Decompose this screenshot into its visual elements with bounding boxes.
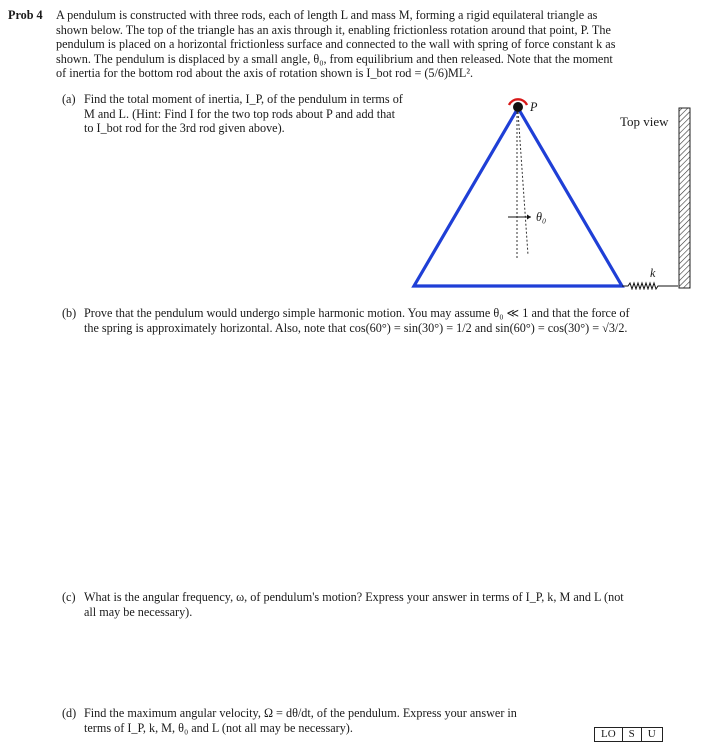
- part-a-label: (a): [62, 92, 76, 106]
- spring: [622, 283, 678, 289]
- part-d-text: [84, 706, 517, 735]
- angle-arrowhead: [527, 215, 531, 220]
- statement-line: pendulum is placed on a horizontal frictionless surface and connected to the wall with spring of force constant k as: [56, 37, 616, 52]
- problem-number: Prob 4: [8, 8, 43, 22]
- part-c-line: What is the angular frequency, ω, of pendulum's motion? Express your answer in terms of I_P, k, M and L (not: [84, 590, 624, 604]
- spring-constant-label: k: [650, 266, 656, 280]
- wall: [679, 108, 690, 288]
- score-cell-lo: LO: [595, 728, 623, 741]
- part-b-text: [84, 306, 630, 335]
- score-box: [594, 727, 663, 742]
- part-a-line: Find the total moment of inertia, I_P, of the pendulum in terms of: [84, 92, 403, 106]
- part-a-text: [84, 92, 403, 136]
- score-cell-s: S: [623, 728, 642, 741]
- statement-line: shown. The pendulum is displaced by a small angle, θ₀, from equilibrium and then released. Note that the moment: [56, 51, 613, 66]
- pivot-label: P: [530, 100, 538, 114]
- part-a-line: M and L. (Hint: Find I for the two top rods about P and add that: [84, 106, 395, 121]
- part-c-line: all may be necessary).: [84, 604, 193, 619]
- triangle-pendulum: [414, 108, 622, 286]
- statement-line: of inertia for the bottom rod about the axis of rotation shown is I_bot rod = (5/6)ML².: [56, 66, 474, 81]
- part-d-label: (d): [62, 706, 77, 720]
- part-b-line: the spring is approximately horizontal. Also, note that cos(60°) = sin(30°) = 1/2 and sin(60°) = cos(30°) = √3/2.: [84, 320, 628, 335]
- view-label: Top view: [620, 114, 669, 129]
- displaced-axis-line: [518, 112, 528, 255]
- pivot-point: [513, 102, 523, 112]
- part-c-text: [84, 590, 624, 619]
- statement-line: shown below. The top of the triangle has an axis through it, enabling frictionless rotation around that point, P. The: [56, 22, 611, 37]
- angle-label: θ₀: [536, 210, 547, 224]
- part-c-label: (c): [62, 590, 76, 604]
- score-cell-u: U: [647, 728, 656, 740]
- part-b-line: Prove that the pendulum would undergo simple harmonic motion. You may assume θ₀ ≪ 1 and that the force of: [84, 306, 630, 320]
- problem-statement: [56, 8, 615, 81]
- statement-line: A pendulum is constructed with three rods, each of length L and mass M, forming a rigid equilateral triangle as: [56, 8, 598, 22]
- part-d-line: Find the maximum angular velocity, Ω = dθ/dt, of the pendulum. Express your answer in: [84, 706, 517, 720]
- part-a-line: to I_bot rod for the 3rd rod given above).: [84, 121, 285, 136]
- part-b-label: (b): [62, 306, 77, 320]
- part-d-line: terms of I_P, k, M, θ₀ and L (not all may be necessary).: [84, 720, 353, 735]
